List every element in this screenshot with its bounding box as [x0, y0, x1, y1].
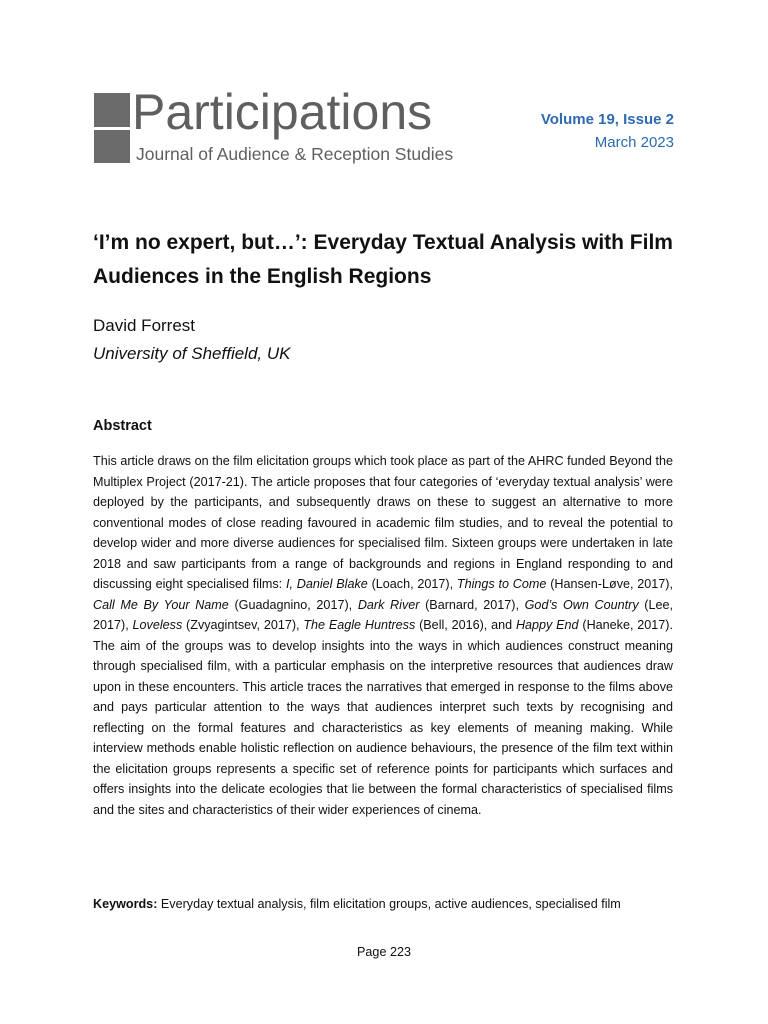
film-title: Loveless [132, 618, 183, 632]
film-meta: (Zvyagintsev, 2017), [182, 618, 304, 632]
issue-date: March 2023 [594, 134, 674, 151]
article-title: ‘I’m no expert, but…’: Everyday Textual Analysis with Film Audiences in the English Regions [93, 231, 673, 288]
abstract-heading: Abstract [93, 418, 152, 434]
issue-info [541, 108, 674, 154]
keywords-label: Keywords: [93, 897, 158, 911]
abstract-body [93, 451, 673, 820]
film-meta: (Guadagnino, 2017), [228, 597, 358, 612]
film-title: God’s Own Country [524, 597, 639, 612]
issue-volume: Volume 19, Issue 2 [540, 111, 674, 128]
film-meta: (Barnard, 2017), [419, 597, 525, 612]
film-title: The Eagle Huntress [303, 618, 416, 632]
article-author: David Forrest [93, 316, 196, 335]
keywords-text: Everyday textual analysis, film elicitation groups, active audiences, specialised film [157, 897, 621, 911]
keywords [93, 894, 673, 915]
journal-name: Participations [132, 84, 433, 140]
film-title: I, Daniel Blake [285, 577, 368, 591]
abstract-text-2: The aim of the groups was to develop insights into the ways in which audiences construct meaning through specialised film, with a particular emphasis on the interpretive resources that audiences draw upon in these encounters. This article traces the narratives that emerged in response to the films above and pays particular attention to the ways that audiences interpret such texts by recognising and reflecting on the formal features and characteristics as key elements of meaning making. While interview methods enable holistic reflection on audience behaviours, the presence of the film text within the elicitation groups represents a specific set of reference points for participants which surfaces and offers insights into the delicate ecologies that lie between the formal characteristics of specialised films and the sites and characteristics of their wider experiences of cinema. [93, 638, 673, 817]
film-meta: (Haneke, 2017). [578, 618, 673, 632]
page-number: Page 223 [357, 945, 411, 959]
article-affiliation: University of Sheffield, UK [93, 344, 291, 363]
film-meta: (Bell, 2016), and [415, 618, 516, 632]
film-title: Things to Come [456, 577, 547, 591]
film-meta: (Lee, 2017), [93, 597, 673, 632]
abstract-text-1: This article draws on the film elicitation groups which took place as part of the AHRC funded Beyond the Multiplex Project (2017-21). The article proposes that four categories of ‘everyday textual analysis’ were deployed by the participants, and subsequently draws on these to suggest an alternative to more conventional modes of close reading favoured in academic film studies, and to reveal the potential to develop wider and more diverse audiences for specialised film. Sixteen groups were undertaken in late 2018 and saw participants from a range of backgrounds and regions in England responding to and discussing eight specialised films: [93, 454, 673, 591]
journal-subtitle: Journal of Audience & Reception Studies [136, 144, 454, 164]
film-title: Happy End [515, 618, 579, 632]
film-meta: (Loach, 2017), [367, 577, 457, 591]
film-title: Call Me By Your Name [93, 597, 229, 612]
film-meta: (Hansen-Løve, 2017), [546, 577, 674, 591]
film-title: Dark River [357, 597, 420, 612]
logo-mark [94, 93, 130, 163]
journal-logo [94, 84, 474, 164]
